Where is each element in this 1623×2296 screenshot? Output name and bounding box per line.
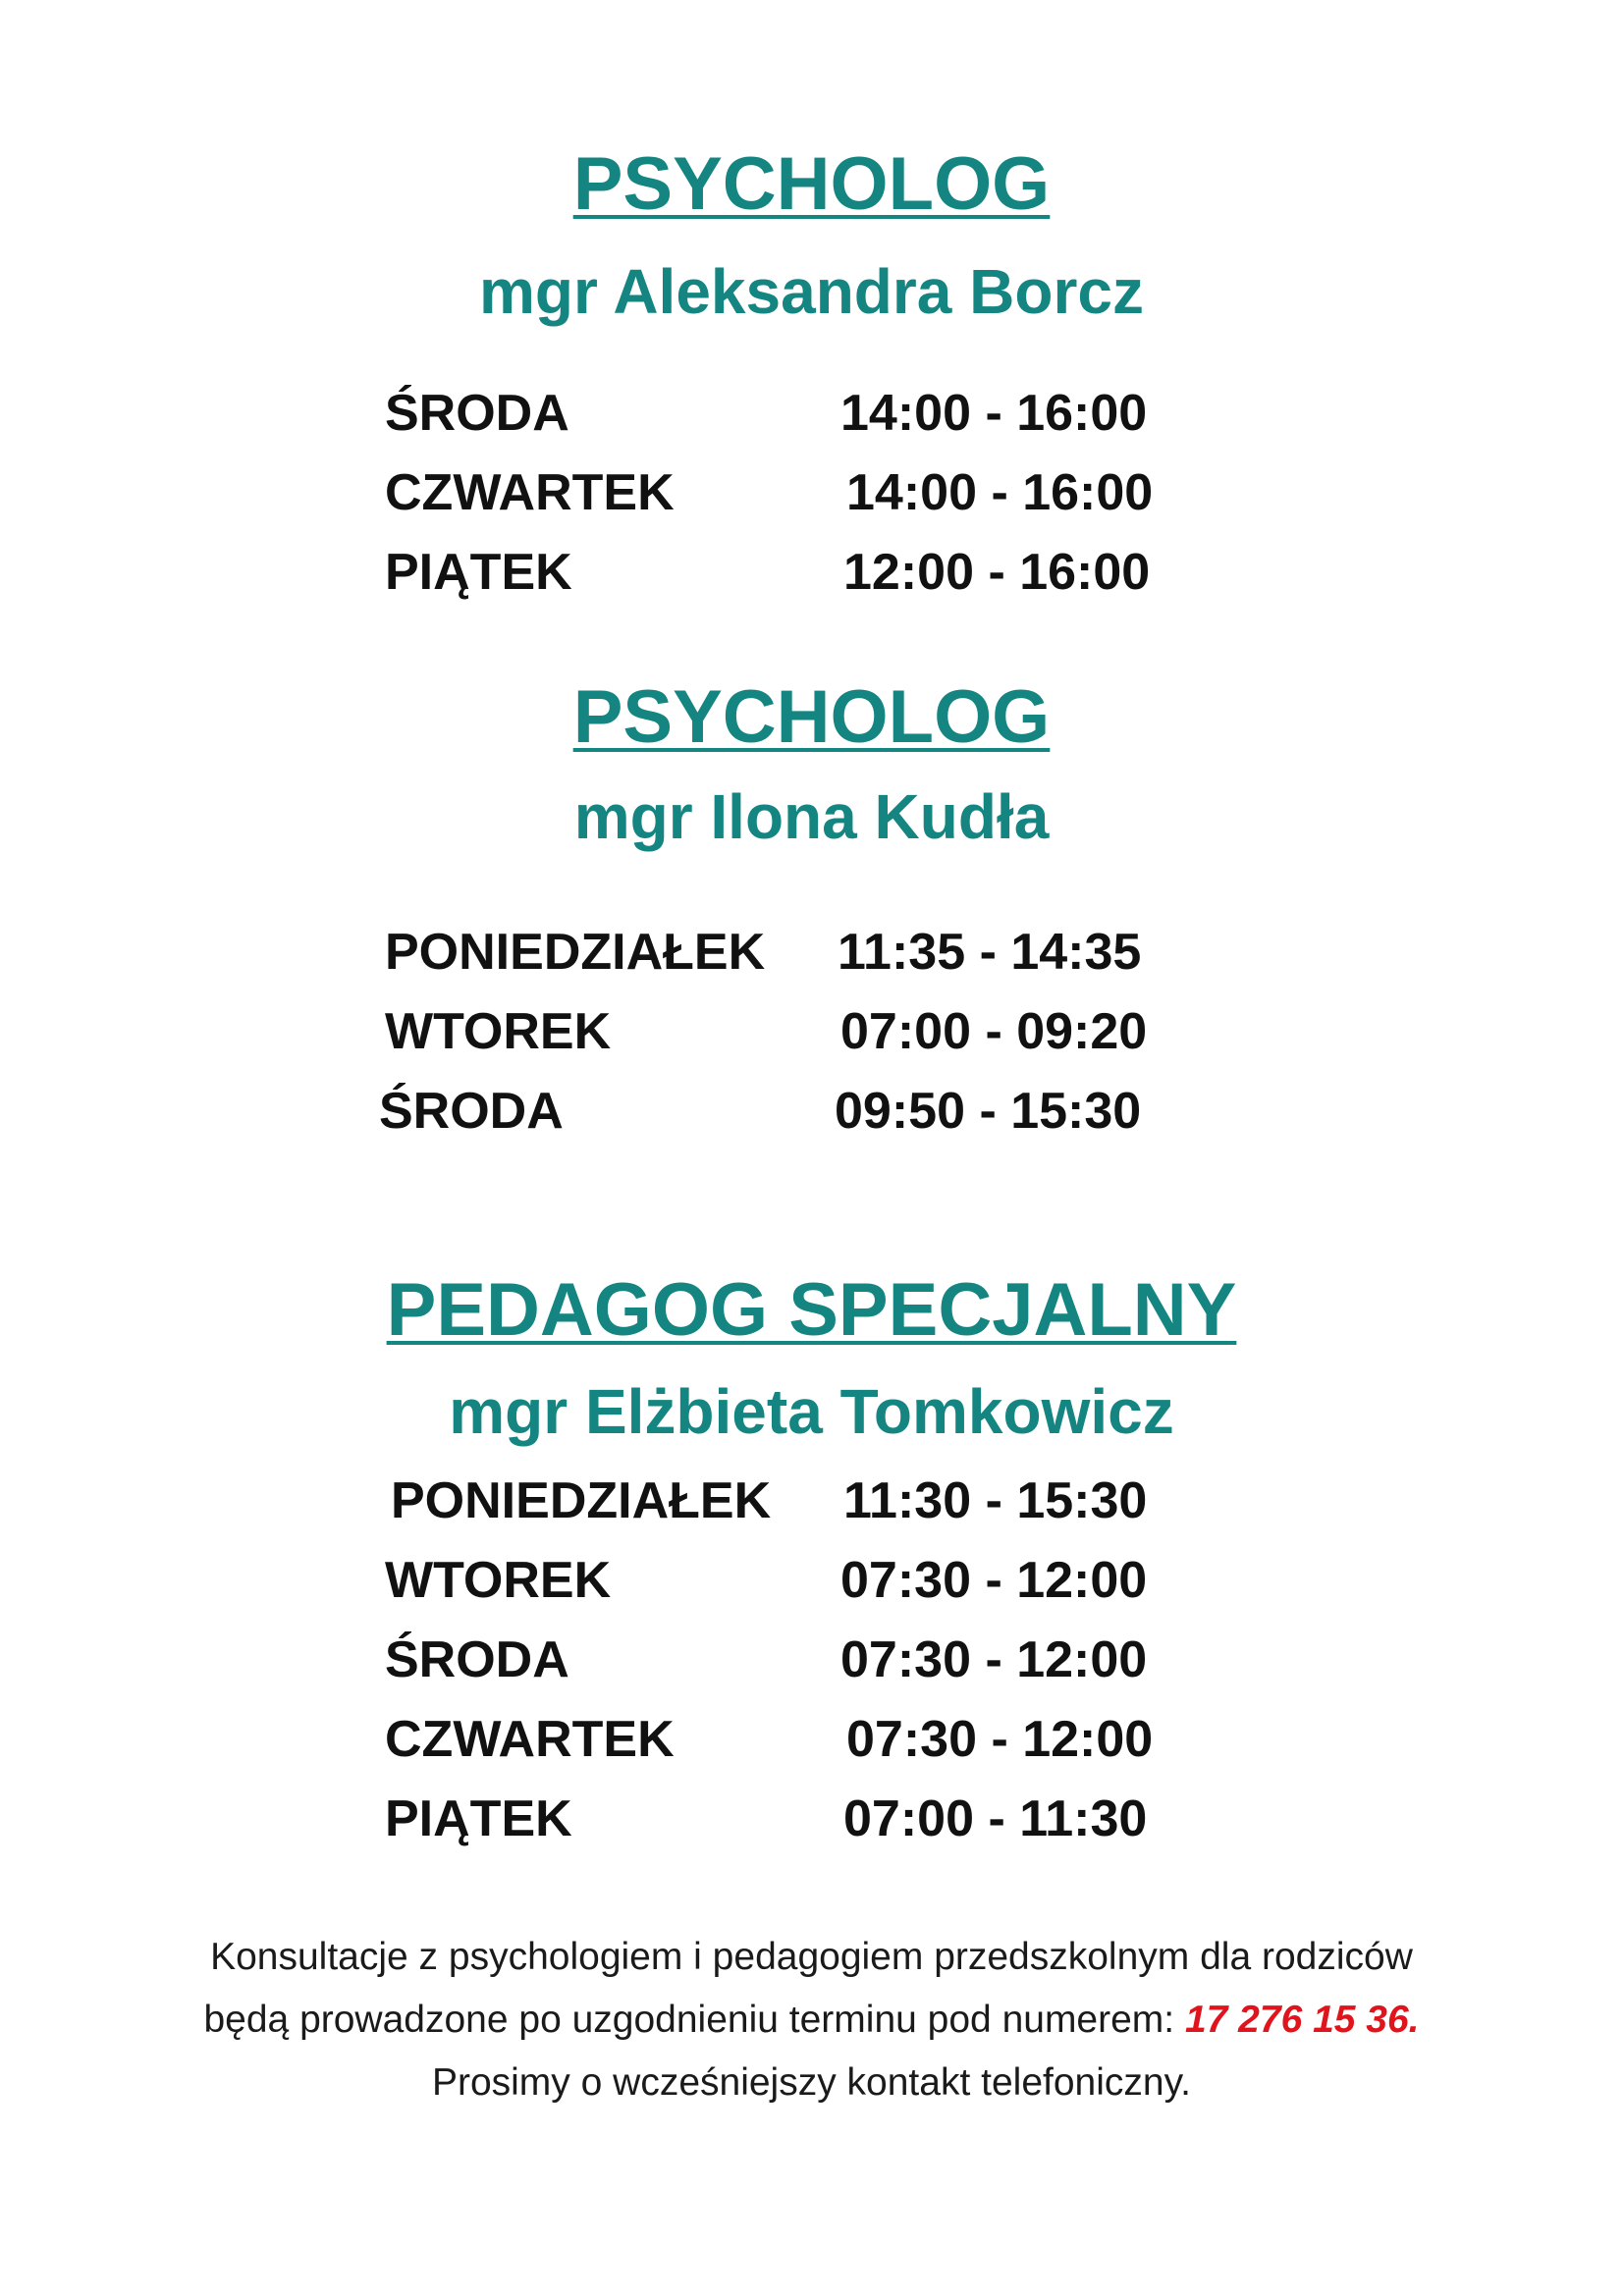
schedule-time: 11:30 - 15:30 <box>843 1472 1148 1529</box>
schedule-time: 07:00 - 09:20 <box>840 1003 1148 1060</box>
footer-note <box>0 1926 1623 2114</box>
schedule-day: WTOREK <box>385 1003 612 1060</box>
schedule-time: 09:50 - 15:30 <box>835 1083 1142 1140</box>
schedule-day: PONIEDZIAŁEK <box>391 1472 772 1529</box>
section-2-title: PSYCHOLOG <box>572 675 1051 759</box>
schedule-time: 07:00 - 11:30 <box>843 1790 1148 1847</box>
footer-line-2 <box>0 1989 1623 2052</box>
section-2-name: mgr Ilona Kudła <box>573 781 1050 852</box>
schedule-day: PIĄTEK <box>385 1790 572 1847</box>
schedule-day: WTOREK <box>385 1552 612 1609</box>
section-1-name: mgr Aleksandra Borcz <box>479 256 1144 327</box>
schedule-day: ŚRODA <box>385 385 569 442</box>
schedule-time: 14:00 - 16:00 <box>846 464 1154 521</box>
footer-line-2-text: będą prowadzone po uzgodnieniu terminu pod numerem: <box>203 1999 1185 2041</box>
schedule-time: 07:30 - 12:00 <box>846 1711 1154 1768</box>
phone-number[interactable]: 17 276 15 36. <box>1184 1999 1420 2041</box>
schedule-time: 14:00 - 16:00 <box>840 385 1148 442</box>
schedule-time: 11:35 - 14:35 <box>838 924 1142 981</box>
schedule-time: 12:00 - 16:00 <box>843 544 1151 601</box>
footer-line-1: Konsultacje z psychologiem i pedagogiem przedszkolnym dla rodziców <box>210 1936 1413 1978</box>
schedule-day: ŚRODA <box>385 1631 569 1688</box>
schedule-day: ŚRODA <box>379 1083 564 1140</box>
schedule-day: PIĄTEK <box>385 544 572 601</box>
footer-line-3: Prosimy o wcześniejszy kontakt telefoniczny. <box>431 2061 1192 2104</box>
schedule-day: PONIEDZIAŁEK <box>385 924 766 981</box>
section-1-title: PSYCHOLOG <box>572 142 1051 226</box>
section-3-title: PEDAGOG SPECJALNY <box>386 1268 1237 1352</box>
section-3-name: mgr Elżbieta Tomkowicz <box>449 1376 1174 1447</box>
schedule-day: CZWARTEK <box>385 464 675 521</box>
schedule-day: CZWARTEK <box>385 1711 675 1768</box>
schedule-time: 07:30 - 12:00 <box>840 1631 1148 1688</box>
schedule-time: 07:30 - 12:00 <box>840 1552 1148 1609</box>
